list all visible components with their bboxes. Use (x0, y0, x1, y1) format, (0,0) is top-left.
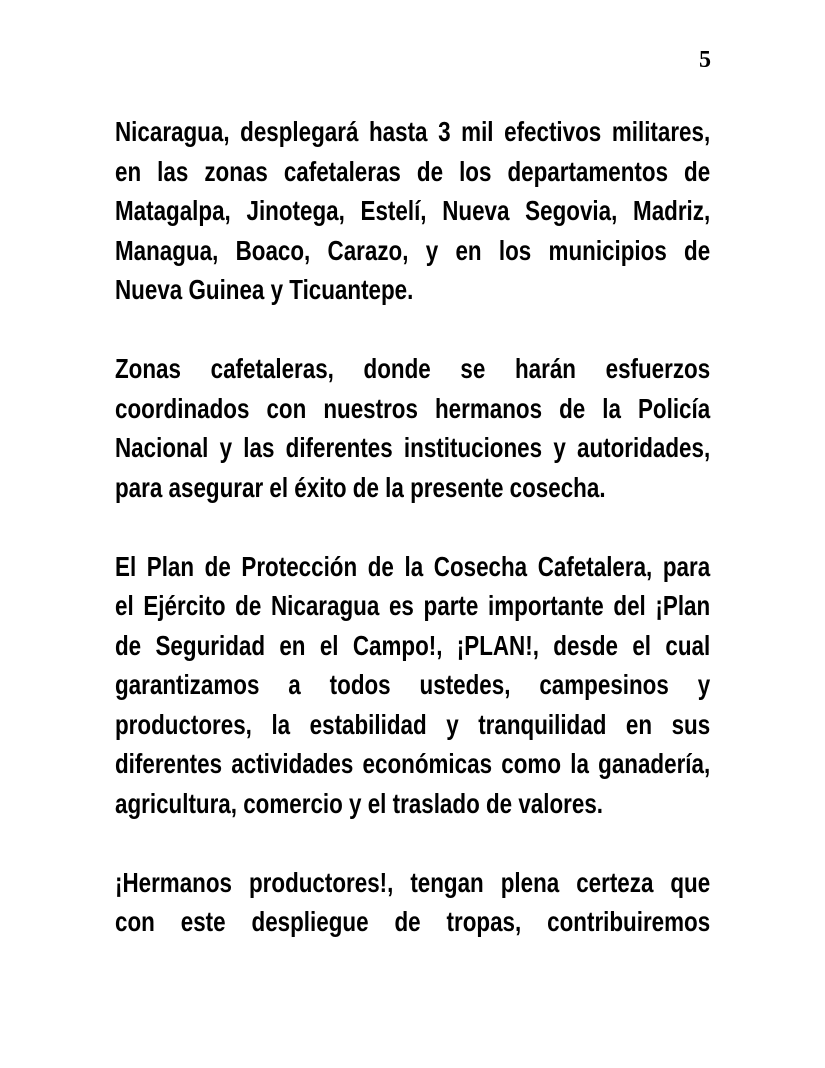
text-line: el Ejército de Nicaragua es parte importante del ¡Plan (115, 590, 711, 621)
text-line: coordinados con nuestros hermanos de la Policía (115, 392, 711, 424)
paragraph (115, 112, 711, 310)
text-line: Matagalpa, Jinotega, Estelí, Nueva Segovia, Madriz, (115, 195, 711, 226)
text-line: Managua, Boaco, Carazo, y en los municipios de (115, 234, 711, 266)
text-line: productores, la estabilidad y tranquilidad en sus (115, 708, 711, 740)
text-line: El Plan de Protección de la Cosecha Cafetalera, para (115, 550, 711, 582)
document-body (115, 112, 711, 942)
text-line: garantizamos a todos ustedes, campesinos y (115, 669, 711, 700)
page-number: 5 (699, 47, 711, 73)
paragraph (115, 349, 711, 507)
text-line: en las zonas cafetaleras de los departamentos de (115, 155, 711, 187)
text-line: agricultura, comercio y el traslado de valores. (115, 787, 604, 819)
text-line: para asegurar el éxito de la presente cosecha. (115, 471, 606, 503)
paragraph (115, 547, 711, 824)
text-line: Nueva Guinea y Ticuantepe. (115, 274, 414, 305)
text-line: con este despliegue de tropas, contribuiremos (115, 906, 711, 937)
text-line: Nacional y las diferentes instituciones y autoridades, (115, 432, 711, 463)
text-line: de Seguridad en el Campo!, ¡PLAN!, desde el cual (115, 629, 711, 661)
text-line: Zonas cafetaleras, donde se harán esfuerzos (115, 353, 711, 384)
text-line: Nicaragua, desplegará hasta 3 mil efectivos militares, (115, 116, 711, 147)
text-line: diferentes actividades económicas como la ganadería, (115, 748, 711, 779)
text-line: ¡Hermanos productores!, tengan plena certeza que (115, 866, 711, 898)
paragraph (115, 863, 711, 942)
